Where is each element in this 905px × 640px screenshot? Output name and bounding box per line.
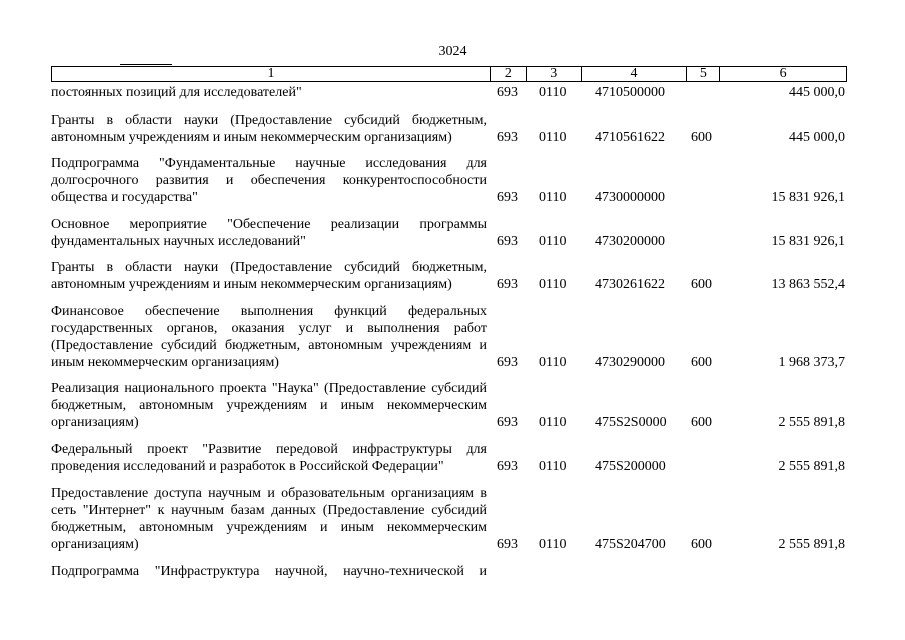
section-code: 0110 [539, 459, 567, 474]
row-description: Гранты в области науки (Предоставление субсидий бюджетным, автономным учреждениям и иным некоммерческим организациям) [51, 113, 487, 145]
table-row [51, 155, 847, 206]
row-description: постоянных позиций для исследователей" [51, 85, 302, 100]
table-row [51, 259, 847, 293]
ved-code: 693 [497, 130, 518, 145]
expense-type-code: 600 [691, 130, 712, 145]
section-code: 0110 [539, 537, 567, 552]
header-col-1: 1 [267, 66, 275, 81]
target-article-code: 475S2S0000 [595, 415, 667, 430]
amount: 1 968 373,7 [778, 355, 845, 370]
target-article-code: 4730000000 [595, 190, 665, 205]
target-article-code: 4710500000 [595, 85, 665, 100]
section-code: 0110 [539, 234, 567, 249]
section-code: 0110 [539, 415, 567, 430]
row-description: Гранты в области науки (Предоставление субсидий бюджетным, автономным учреждениям и иным некоммерческим организациям) [51, 260, 487, 292]
row-description: Федеральный проект "Развитие передовой инфраструктуры для проведения исследований и разработок в Российской Федерации" [51, 442, 487, 474]
target-article-code: 4730200000 [595, 234, 665, 249]
header-col-3: 3 [526, 67, 581, 81]
table-row [51, 216, 847, 250]
table-row [51, 485, 847, 553]
table-row [51, 84, 847, 101]
expense-type-code: 600 [691, 355, 712, 370]
header-col-4: 4 [581, 67, 687, 81]
expense-type-code: 600 [691, 277, 712, 292]
table-header [51, 66, 847, 82]
target-article-code: 4710561622 [595, 130, 665, 145]
expense-type-code: 600 [691, 415, 712, 430]
ved-code: 693 [497, 537, 518, 552]
amount: 15 831 926,1 [771, 234, 845, 249]
ved-code: 693 [497, 85, 518, 100]
amount: 2 555 891,8 [778, 459, 845, 474]
table-row [51, 563, 847, 580]
row-description: Реализация национального проекта "Наука" (Предоставление субсидий бюджетным, автономным учреждениям и иным некоммерческим организациям) [51, 381, 487, 430]
row-description: Основное мероприятие "Обеспечение реализации программы фундаментальных научных исследований" [51, 217, 487, 249]
section-code: 0110 [539, 355, 567, 370]
ved-code: 693 [497, 355, 518, 370]
page-number: 3024 [438, 44, 467, 59]
amount: 2 555 891,8 [778, 415, 845, 430]
header-col-6: 6 [719, 67, 846, 81]
ved-code: 693 [497, 415, 518, 430]
table-row [51, 112, 847, 146]
table-row [51, 380, 847, 431]
table-row [51, 303, 847, 371]
amount: 15 831 926,1 [771, 190, 845, 205]
section-code: 0110 [539, 85, 567, 100]
target-article-code: 4730290000 [595, 355, 665, 370]
row-description: Подпрограмма "Инфраструктура научной, научно-технической и [51, 564, 487, 579]
section-code: 0110 [539, 277, 567, 292]
target-article-code: 475S204700 [595, 537, 666, 552]
ved-code: 693 [497, 277, 518, 292]
section-code: 0110 [539, 190, 567, 205]
expense-type-code: 600 [691, 537, 712, 552]
target-article-code: 4730261622 [595, 277, 665, 292]
amount: 2 555 891,8 [778, 537, 845, 552]
section-code: 0110 [539, 130, 567, 145]
row-description: Финансовое обеспечение выполнения функций федеральных государственных органов, оказания услуг и выполнения работ (Предоставление субсидий бюджетным, автономным учреждениям и иным некоммерческим организациям) [51, 304, 487, 370]
header-col-2: 2 [490, 67, 526, 81]
row-description: Подпрограмма "Фундаментальные научные исследования для долгосрочного развития и обеспечения конкурентоспособности общества и государства" [51, 156, 487, 205]
ved-code: 693 [497, 234, 518, 249]
ved-code: 693 [497, 459, 518, 474]
decorative-mark [120, 64, 172, 65]
amount: 13 863 552,4 [771, 277, 845, 292]
target-article-code: 475S200000 [595, 459, 666, 474]
amount: 445 000,0 [789, 85, 845, 100]
table-row [51, 441, 847, 475]
amount: 445 000,0 [789, 130, 845, 145]
header-col-5: 5 [686, 67, 719, 81]
ved-code: 693 [497, 190, 518, 205]
row-description: Предоставление доступа научным и образовательным организациям в сеть "Интернет" к научным базам данных (Предоставление субсидий бюджетным, автономным учреждениям и иным некоммерческим организациям) [51, 486, 487, 552]
